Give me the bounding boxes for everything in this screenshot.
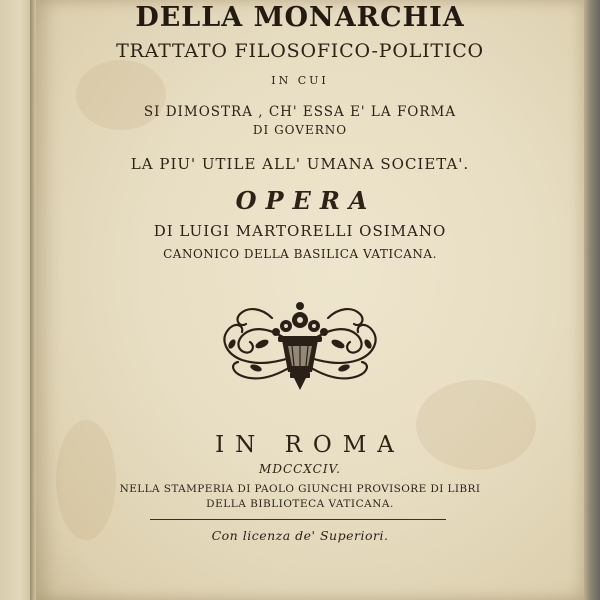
license-line: Con licenza de' Superiori. — [211, 528, 389, 543]
imprint-year: MDCCXCIV. — [259, 462, 341, 476]
opera-label: OPERA — [235, 186, 377, 215]
floral-basket-ornament-icon — [212, 296, 388, 392]
thesis-line-2: DI GOVERNO — [252, 123, 348, 137]
book-fore-edge — [584, 0, 600, 600]
in-cui-line: IN CUI — [271, 74, 329, 87]
author-line: DI LUIGI MARTORELLI OSIMANO — [153, 222, 447, 240]
thesis-line-3: LA PIU' UTILE ALL' UMANA SOCIETA'. — [130, 155, 470, 173]
imprint-city: IN ROMA — [215, 432, 405, 458]
horizontal-rule — [150, 519, 446, 520]
author-role: CANONICO DELLA BASILICA VATICANA. — [163, 247, 437, 261]
book-title: DELLA MONARCHIA — [135, 2, 465, 33]
printer-line-2: DELLA BIBLIOTECA VATICANA. — [206, 498, 394, 510]
book-subtitle: TRATTATO FILOSOFICO-POLITICO — [116, 40, 484, 62]
printer-line-1: NELLA STAMPERIA DI PAOLO GIUNCHI PROVISORE DI LIBRI — [119, 483, 481, 495]
thesis-line-1: SI DIMOSTRA , CH' ESSA E' LA FORMA — [143, 104, 457, 120]
